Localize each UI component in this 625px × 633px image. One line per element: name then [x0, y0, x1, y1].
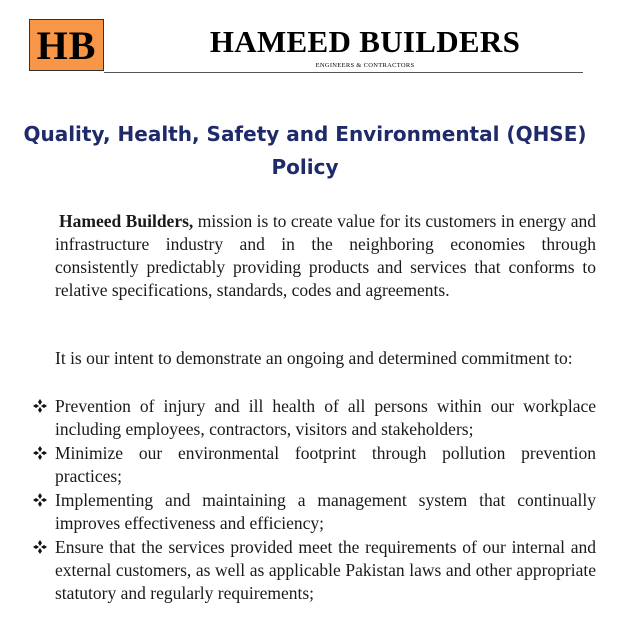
list-item — [0, 536, 625, 605]
mission-text: mission is to create value for its customers in energy and infrastructure industry and in the neighboring economies through consistently predictably providing products and services that conforms to relative specifications, standards, codes and agreements. — [55, 211, 596, 300]
list-item — [0, 395, 625, 441]
list-item-text: Implementing and maintaining a management system that continually improves effectiveness and efficiency; — [55, 490, 596, 533]
four-diamond-bullet-icon — [32, 491, 48, 509]
list-item — [0, 489, 625, 535]
four-diamond-bullet-icon — [32, 397, 48, 415]
commitment-list — [0, 395, 625, 606]
list-item-text: Prevention of injury and ill health of all persons within our workplace including employees, contractors, visitors and stakeholders; — [55, 396, 596, 439]
list-item-text: Minimize our environmental footprint through pollution prevention practices; — [55, 443, 596, 486]
list-item — [0, 442, 625, 488]
logo-text: HB — [36, 22, 97, 68]
list-item-text: Ensure that the services provided meet the requirements of our internal and external customers, as well as applicable Pakistan laws and other appropriate statutory and regularly requirements; — [55, 537, 596, 603]
commitment-intro: It is our intent to demonstrate an ongoing and determined commitment to: — [55, 348, 573, 368]
company-tagline: ENGINEERS & CONTRACTORS — [315, 62, 415, 69]
header-divider — [104, 72, 583, 73]
four-diamond-bullet-icon — [32, 538, 48, 556]
four-diamond-bullet-icon — [32, 444, 48, 462]
mission-paragraph — [55, 210, 596, 302]
document-title: Quality, Health, Safety and Environmental (QHSE) Policy — [23, 122, 587, 179]
company-name: HAMEED BUILDERS — [209, 24, 521, 59]
company-logo — [29, 19, 104, 71]
mission-company-name: Hameed Builders, — [59, 211, 194, 231]
